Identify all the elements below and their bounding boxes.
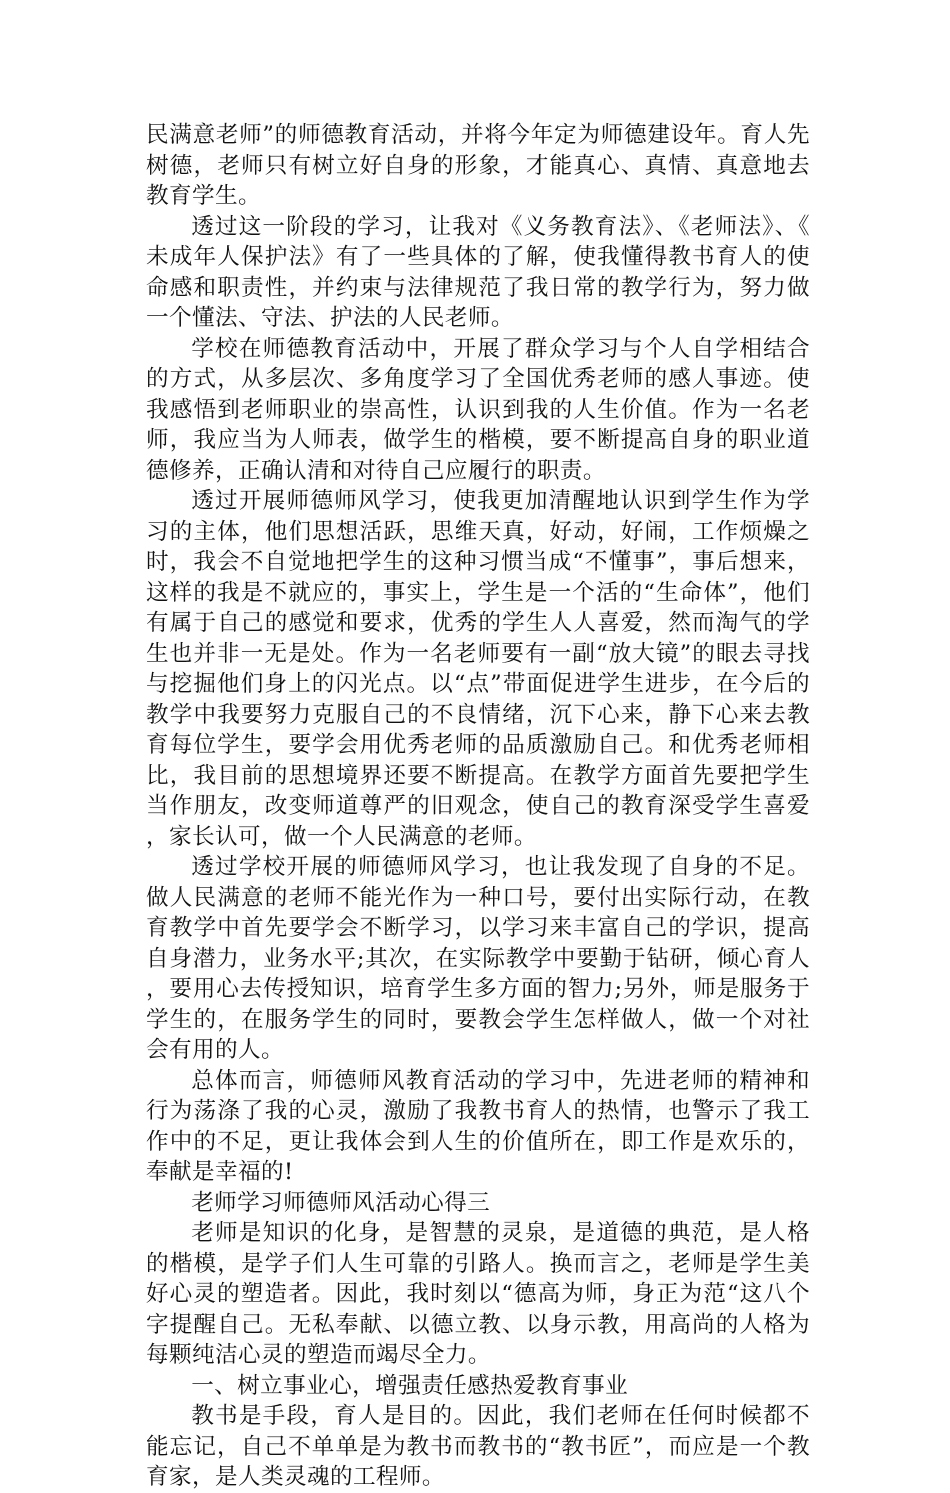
section-title: 老师学习师德师风活动心得三 [191,1189,491,1216]
paragraph-5: 透过学校开展的师德师风学习，也让我发现了自身的不足。做人民满意的老师不能光作为一种口号，要付出实际行动，在教育教学中首先要学会不断学习，以学习来丰富自己的学识，提高自身潜力，业务水平;其次，在实际教学中要勤于钻研，倾心育人，要用心去传授知识，培育学生多方面的智力;另外，师是服务于学生的，在服务学生的同时，要教会学生怎样做人，做一个对社会有用的人。 [146,854,810,1063]
paragraph-8: 教书是手段，育人是目的。因此，我们老师在任何时候都不能忘记，自己不单单是为教书而教书的“教书匠”，而应是一个教育家，是人类灵魂的工程师。 [146,1403,810,1490]
subsection-heading: 一、树立事业心，增强责任感热爱教育事业 [191,1372,629,1399]
paragraph-7: 老师是知识的化身，是智慧的灵泉，是道德的典范，是人格的楷模，是学子们人生可靠的引路人。换而言之，老师是学生美好心灵的塑造者。因此，我时刻以“德高为师，身正为范“这八个字提醒自己。无私奉献、以德立教、以身示教，用高尚的人格为每颗纯洁心灵的塑造而竭尽全力。 [146,1220,810,1368]
paragraph-1: 民满意老师”的师德教育活动，并将今年定为师德建设年。育人先树德，老师只有树立好自身的形象，才能真心、真情、真意地去教育学生。 [146,122,810,209]
paragraph-4: 透过开展师德师风学习，使我更加清醒地认识到学生作为学习的主体，他们思想活跃，思维天真，好动，好闹，工作烦燥之时，我会不自觉地把学生的这种习惯当成“不懂事”，事后想来，这样的我是不就应的，事实上，学生是一个活的“生命体”，他们有属于自己的感觉和要求，优秀的学生人人喜爱，然而淘气的学生也并非一无是处。作为一名老师要有一副“放大镜”的眼去寻找与挖掘他们身上的闪光点。以“点”带面促进学生进步，在今后的教学中我要努力克服自己的不良情绪，沉下心来，静下心来去教育每位学生，要学会用优秀老师的品质激励自己。和优秀老师相比，我目前的思想境界还要不断提高。在教学方面首先要把学生当作朋友，改变师道尊严的旧观念，使自己的教育深受学生喜爱，家长认可，做一个人民满意的老师。 [146,488,810,850]
paragraph-6: 总体而言，师德师风教育活动的学习中，先进老师的精神和行为荡涤了我的心灵，激励了我教书育人的热情，也警示了我工作中的不足，更让我体会到人生的价值所在，即工作是欢乐的，奉献是幸福的! [146,1067,810,1185]
paragraph-2: 透过这一阶段的学习，让我对《义务教育法》、《老师法》、《未成年人保护法》有了一些具体的了解，使我懂得教书育人的使命感和职责性，并约束与法律规范了我日常的教学行为，努力做一个懂法、守法、护法的人民老师。 [146,213,810,331]
document-body [146,120,810,1493]
paragraph-3: 学校在师德教育活动中，开展了群众学习与个人自学相结合的方式，从多层次、多角度学习了全国优秀老师的感人事迹。使我感悟到老师职业的崇高性，认识到我的人生价值。作为一名老师，我应当为人师表，做学生的楷模，要不断提高自身的职业道德修养，正确认清和对待自己应履行的职责。 [146,335,810,484]
